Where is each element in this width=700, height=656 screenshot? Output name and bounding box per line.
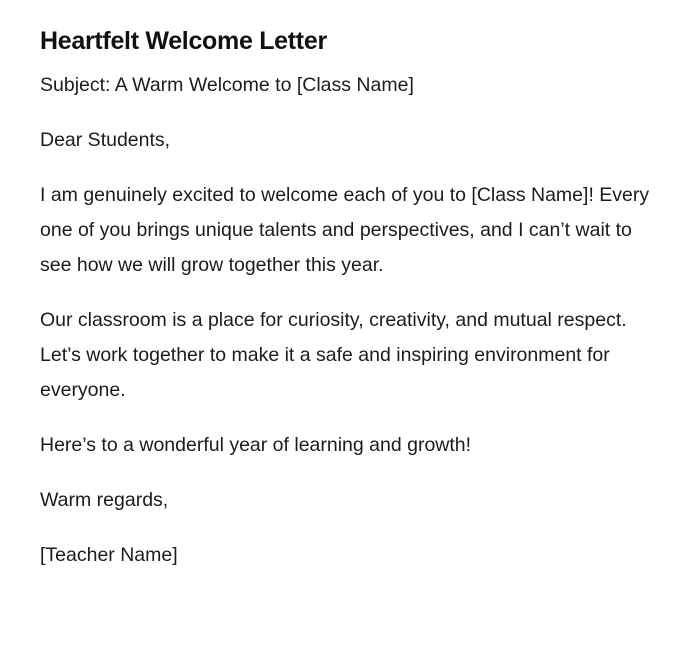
letter-document	[40, 24, 650, 593]
signature: [Teacher Name]	[40, 544, 178, 566]
signoff: Warm regards,	[40, 489, 169, 511]
body-paragraph-2: Our classroom is a place for curiosity, creativity, and mutual respect. Let’s work together to make it a safe and inspiring environment for everyone.	[40, 309, 627, 401]
salutation: Dear Students,	[40, 129, 171, 151]
body-paragraph-1: I am genuinely excited to welcome each of you to [Class Name]! Every one of you brings unique talents and perspectives, and I can’t wait to see how we will grow together this year.	[40, 184, 650, 276]
subject-line: Subject: A Warm Welcome to [Class Name]	[40, 74, 414, 96]
letter-title: Heartfelt Welcome Letter	[40, 27, 327, 55]
closing-line: Here’s to a wonderful year of learning and growth!	[40, 434, 472, 456]
